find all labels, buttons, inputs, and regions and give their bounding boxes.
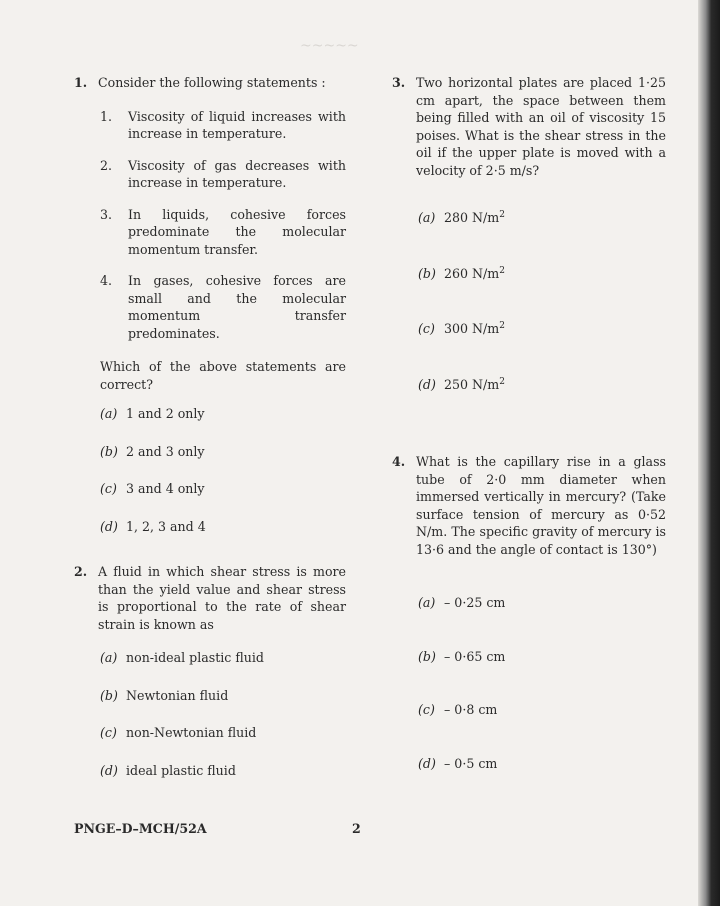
option-text: 1, 2, 3 and 4: [126, 518, 206, 534]
option-text: ideal plastic fluid: [126, 762, 236, 778]
statement-number: 2.: [100, 157, 113, 173]
option-b[interactable]: [418, 265, 666, 283]
option-text: 2 and 3 only: [126, 443, 205, 459]
question-2: [74, 563, 346, 779]
option-text: Newtonian fluid: [126, 687, 229, 703]
option-text: – 0·65 cm: [444, 648, 506, 664]
option-a[interactable]: [418, 594, 666, 612]
option-label: (b): [418, 265, 436, 281]
option-label: (d): [418, 376, 436, 392]
statement-2: [100, 157, 346, 192]
page-edge-shadow: [698, 0, 720, 906]
statement-text: Viscosity of liquid increases with increase in temperature.: [128, 108, 346, 141]
option-d[interactable]: [418, 376, 666, 394]
option-label: (d): [100, 518, 118, 534]
question-4: [392, 453, 666, 772]
option-text: 280 $N/m^2$: [444, 209, 505, 225]
option-text: 260 $N/m^2$: [444, 265, 505, 281]
option-label: (a): [418, 210, 436, 225]
option-label: (d): [100, 762, 118, 778]
option-c[interactable]: [100, 724, 346, 742]
option-b[interactable]: [100, 443, 346, 461]
page-number: 2: [352, 821, 361, 836]
question-number: 3.: [392, 75, 406, 90]
option-label: (c): [418, 702, 435, 717]
option-c[interactable]: [418, 701, 666, 719]
option-text: 3 and 4 only: [126, 481, 205, 496]
option-c[interactable]: [418, 320, 666, 338]
question-number: 4.: [392, 454, 406, 469]
statement-1: [100, 108, 346, 143]
option-label: (b): [100, 687, 118, 703]
statement-number: 4.: [100, 273, 113, 288]
option-text: – 0·5 cm: [444, 755, 498, 771]
question-stem: What is the capillary rise in a glass tube of 2·0 mm diameter when immersed vertically in mercury? (Take surface tension of mercury as 0·52 N/m. The specific gravity of mercury is 13·6 and the angle of contact is 130°): [416, 454, 666, 557]
option-label: (b): [100, 443, 118, 459]
question-stem: Two horizontal plates are placed 1·25 cm apart, the space between them being filled with an oil of viscosity 15 poises. What is the shear stress in the oil if the upper plate is moved with a velocity of 2·5 m/s?: [416, 75, 666, 178]
question-number: 2.: [74, 564, 88, 579]
question-prompt: Which of the above statements are correct?: [100, 359, 346, 392]
option-text: 300 $N/m^2$: [444, 320, 505, 336]
question-stem: Consider the following statements :: [98, 75, 326, 90]
option-text: – 0·8 cm: [444, 702, 498, 717]
bleed-through-text: ~~~~~: [300, 38, 359, 54]
statement-4: [100, 272, 346, 342]
option-text: non-ideal plastic fluid: [126, 650, 264, 665]
option-b[interactable]: [418, 648, 666, 666]
option-label: (c): [100, 725, 117, 740]
option-d[interactable]: [100, 518, 346, 536]
statement-text: In gases, cohesive forces are small and the molecular momentum transfer predominates.: [128, 273, 346, 341]
left-column: [74, 74, 346, 779]
statement-3: [100, 206, 346, 259]
option-label: (a): [100, 650, 118, 665]
option-b[interactable]: [100, 687, 346, 705]
statement-text: Viscosity of gas decreases with increase in temperature.: [128, 157, 346, 190]
right-column: [392, 74, 666, 772]
option-d[interactable]: [100, 762, 346, 780]
option-label: (c): [418, 321, 435, 336]
statement-number: 1.: [100, 108, 113, 124]
statement-number: 3.: [100, 206, 113, 222]
option-d[interactable]: [418, 755, 666, 773]
option-text: 1 and 2 only: [126, 406, 205, 421]
option-c[interactable]: [100, 480, 346, 498]
question-1: [74, 74, 346, 535]
option-text: – 0·25 cm: [444, 595, 506, 610]
option-label: (c): [100, 481, 117, 496]
option-label: (b): [418, 648, 436, 664]
option-text: 250 $N/m^2$: [444, 376, 505, 392]
option-text: non-Newtonian fluid: [126, 725, 257, 740]
option-label: (a): [418, 595, 436, 610]
footer-code: PNGE–D–MCH/52A: [74, 821, 207, 836]
option-label: (d): [418, 755, 436, 771]
question-stem: A fluid in which shear stress is more than the yield value and shear stress is proportional to the rate of shear strain is known as: [98, 564, 346, 632]
option-a[interactable]: [418, 209, 666, 227]
statement-text: In liquids, cohesive forces predominate the molecular momentum transfer.: [128, 206, 346, 257]
option-a[interactable]: [100, 405, 346, 423]
question-3: [392, 74, 666, 393]
question-number: 1.: [74, 75, 88, 90]
option-a[interactable]: [100, 649, 346, 667]
option-label: (a): [100, 406, 118, 421]
